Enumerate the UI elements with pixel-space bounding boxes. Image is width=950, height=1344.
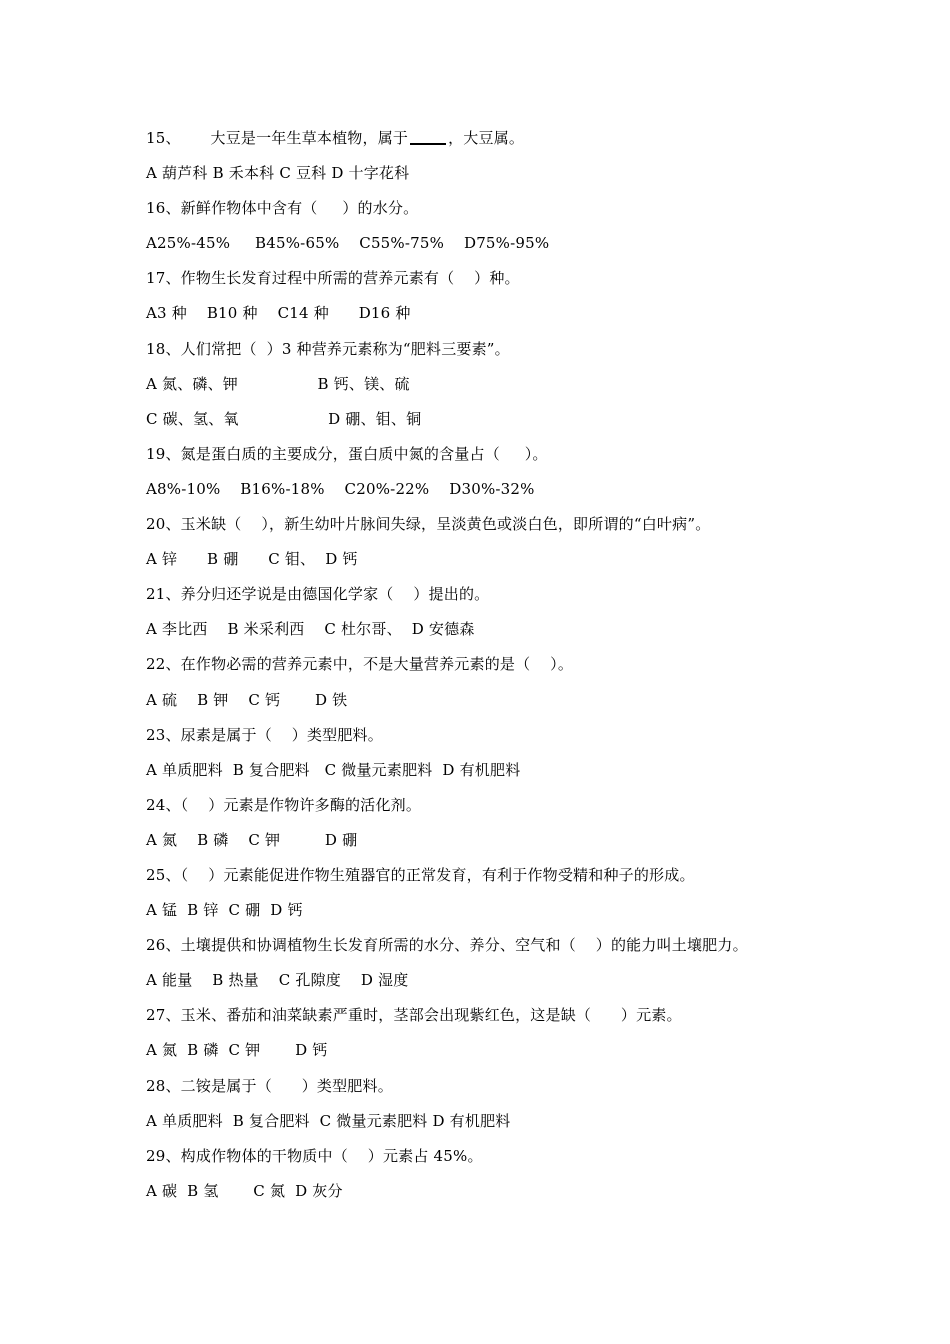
- fill-blank: [410, 129, 446, 145]
- options-15: A 葫芦科 B 禾本科 C 豆科 D 十字花科: [146, 164, 410, 183]
- question-22: 22、在作物必需的营养元素中，不是大量营养元素的是（ ）。: [146, 655, 574, 674]
- options-20: A 锌 B 硼 C 钼、 D 钙: [146, 550, 358, 569]
- question-27: 27、玉米、番茄和油菜缺素严重时，茎部会出现紫红色，这是缺（ ）元素。: [146, 1006, 682, 1025]
- options-27: A 氮 B 磷 C 钾 D 钙: [146, 1041, 328, 1060]
- options-22: A 硫 B 钾 C 钙 D 铁: [146, 690, 348, 709]
- options-18-cd: C 碳、氢、氧 D 硼、钼、铜: [146, 409, 422, 428]
- options-28: A 单质肥料 B 复合肥料 C 微量元素肥料 D 有机肥料: [146, 1111, 511, 1130]
- options-26: A 能量 B 热量 C 孔隙度 D 湿度: [146, 971, 409, 990]
- options-25: A 锰 B 锌 C 硼 D 钙: [146, 901, 303, 920]
- options-21: A 李比西 B 米采利西 C 杜尔哥、 D 安德森: [146, 620, 475, 639]
- question-18: 18、人们常把（ ）3 种营养元素称为“肥料三要素”。: [146, 339, 510, 358]
- options-29: A 碳 B 氢 C 氮 D 灰分: [146, 1181, 343, 1200]
- question-23: 23、尿素是属于（ ）类型肥料。: [146, 725, 383, 744]
- question-19: 19、氮是蛋白质的主要成分，蛋白质中氮的含量占（ ）。: [146, 444, 548, 463]
- question-list: [146, 121, 906, 1209]
- options-23: A 单质肥料 B 复合肥料 C 微量元素肥料 D 有机肥料: [146, 760, 521, 779]
- question-28: 28、二铵是属于（ ）类型肥料。: [146, 1076, 393, 1095]
- question-26: 26、土壤提供和协调植物生长发育所需的水分、养分、空气和（ ）的能力叫土壤肥力。: [146, 936, 748, 955]
- options-17: A3 种 B10 种 C14 种 D16 种: [146, 304, 411, 323]
- options-18-ab: A 氮、磷、钾 B 钙、镁、硫: [146, 374, 410, 393]
- question-29: 29、构成作物体的干物质中（ ）元素占 45%。: [146, 1146, 483, 1165]
- question-20: 20、玉米缺（ ），新生幼叶片脉间失绿，呈淡黄色或淡白色，即所谓的“白叶病”。: [146, 515, 711, 534]
- question-17: 17、作物生长发育过程中所需的营养元素有（ ）种。: [146, 269, 520, 288]
- question-15: 15、 大豆是一年生草本植物，属于 ，大豆属。: [146, 129, 525, 147]
- question-21: 21、养分归还学说是由德国化学家（ ）提出的。: [146, 585, 490, 604]
- question-25: 25、（ ）元素能促进作物生殖器官的正常发育，有利于作物受精和种子的形成。: [146, 865, 695, 884]
- question-24: 24、（ ）元素是作物许多酶的活化剂。: [146, 795, 422, 814]
- options-24: A 氮 B 磷 C 钾 D 硼: [146, 830, 358, 849]
- options-19: A8%-10% B16%-18% C20%-22% D30%-32%: [146, 479, 535, 498]
- question-16: 16、新鲜作物体中含有（ ）的水分。: [146, 199, 419, 218]
- options-16: A25%-45% B45%-65% C55%-75% D75%-95%: [146, 234, 550, 253]
